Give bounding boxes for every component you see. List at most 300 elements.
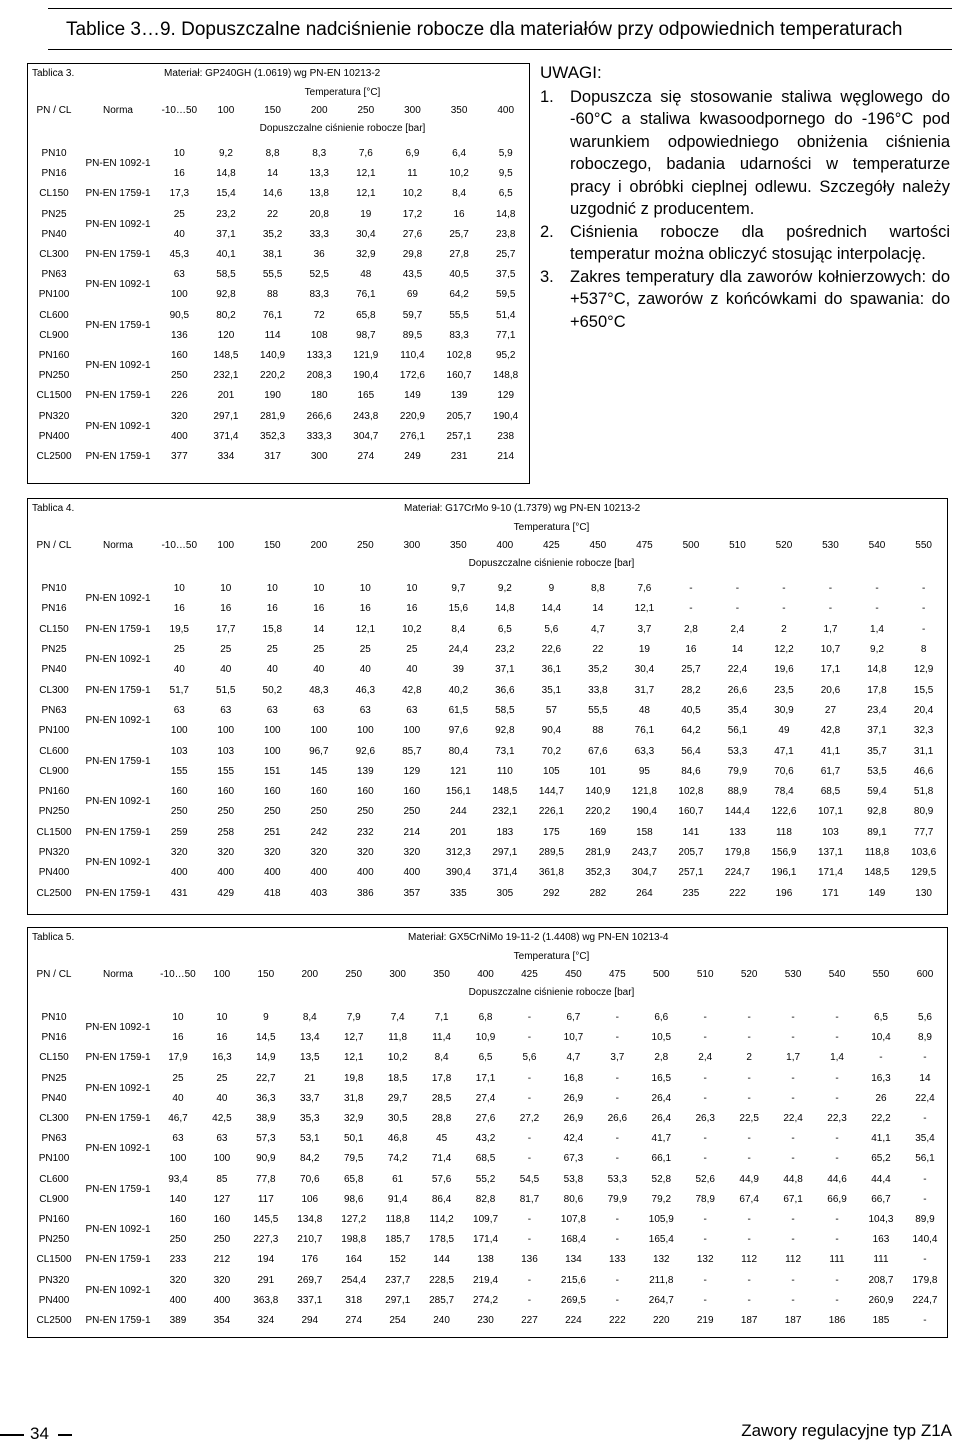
pressure-cell: 180 <box>310 390 328 402</box>
pressure-cell: 292 <box>543 887 560 899</box>
pressure-cell: 208,3 <box>306 370 332 382</box>
pressure-cell: - <box>923 1193 927 1205</box>
table-row <box>28 1250 947 1270</box>
pressure-cell: 201 <box>217 390 235 402</box>
pressure-cell: - <box>835 1213 839 1225</box>
pressure-cell: - <box>703 1092 707 1104</box>
temperature-cell: 100 <box>217 105 235 116</box>
pn-cl-cell: PN320 <box>38 847 70 858</box>
pressure-cell: 56,1 <box>727 725 748 737</box>
pressure-cell: 89,5 <box>402 329 423 341</box>
pressure-cell: 63 <box>216 1133 228 1145</box>
pressure-cell: 67,1 <box>783 1193 803 1205</box>
pressure-cell: 80,2 <box>216 309 236 321</box>
pressure-cell: 16 <box>216 1032 228 1044</box>
pressure-cell: 243,8 <box>353 410 379 422</box>
pressure-cell: 40,2 <box>448 684 469 696</box>
pressure-cell: - <box>703 1012 707 1024</box>
pressure-cell: 18,5 <box>387 1072 408 1084</box>
pressure-cell: - <box>615 1294 620 1306</box>
pressure-cell: 6,4 <box>452 148 467 160</box>
pressure-cell: 210,7 <box>297 1234 323 1246</box>
pressure-cell: 52,6 <box>695 1173 715 1185</box>
note-number: 2. <box>540 222 554 241</box>
pn-cl-cell: CL600 <box>39 745 69 757</box>
pressure-cell: 7,6 <box>637 583 652 595</box>
pressure-cell: 190,4 <box>631 806 657 818</box>
pressure-cell: 140,9 <box>585 786 611 798</box>
pressure-cell: 335 <box>450 887 467 899</box>
pressure-cell: 47,1 <box>774 745 794 757</box>
norm-cell: PN-EN 1092-1 <box>85 1143 151 1155</box>
norm-cell: PN-EN 1759-1 <box>85 1183 151 1195</box>
pressure-cell: - <box>791 1274 795 1286</box>
pressure-cell: 389 <box>169 1314 187 1326</box>
pn-cl-cell: PN100 <box>38 289 70 301</box>
pressure-cell: 102,8 <box>446 349 472 361</box>
pressure-cell: 26,3 <box>695 1113 715 1125</box>
pressure-cell: 8,3 <box>312 148 327 160</box>
norm-header: Norma <box>102 969 133 980</box>
temperature-cell: 425 <box>521 969 538 980</box>
pressure-cell: 53,8 <box>563 1173 584 1185</box>
pressure-cell: 149 <box>868 887 886 899</box>
pn-cl-cell: CL1500 <box>36 1254 72 1266</box>
pressure-cell: 156,9 <box>771 847 797 858</box>
pressure-cell: 7,9 <box>346 1012 361 1024</box>
pressure-cell: 168,4 <box>560 1234 586 1246</box>
pressure-cell: 171,4 <box>817 867 843 879</box>
norm-cell: PN-EN 1759-1 <box>85 390 151 402</box>
pressure-cell: - <box>782 603 786 615</box>
pressure-cell: 337,1 <box>297 1294 323 1306</box>
pressure-cell: 172,6 <box>399 370 425 382</box>
table-row <box>28 1048 947 1068</box>
pn-cl-cell: CL2500 <box>36 1314 72 1326</box>
pressure-cell: 63 <box>266 704 278 716</box>
page-title-bar <box>48 8 952 50</box>
pressure-cell: 40,5 <box>681 704 701 716</box>
pressure-cell: 8,8 <box>265 148 280 160</box>
pressure-cell: - <box>747 1234 751 1246</box>
pressure-cell: 400 <box>356 867 374 879</box>
pressure-cell: 129,5 <box>911 867 937 879</box>
pressure-cell: 23,2 <box>495 644 515 656</box>
pressure-header: Dopuszczalne ciśnienie robocze [bar] <box>259 123 426 134</box>
pressure-cell: 276,1 <box>399 430 425 442</box>
pressure-cell: 17,7 <box>216 623 236 635</box>
pressure-cell: 258 <box>217 826 235 838</box>
pressure-cell: 40,1 <box>216 249 236 261</box>
pressure-cell: 84,2 <box>300 1153 320 1165</box>
pressure-cell: 48,3 <box>309 684 329 696</box>
pressure-cell: 27,4 <box>475 1092 496 1104</box>
pressure-cell: - <box>828 583 833 595</box>
pressure-cell: - <box>828 603 833 615</box>
pressure-cell: 14,5 <box>256 1032 276 1044</box>
pressure-cell: - <box>835 1072 839 1084</box>
pressure-cell: 67,4 <box>739 1193 759 1205</box>
pressure-cell: 56,1 <box>915 1153 935 1165</box>
temperature-cell: 250 <box>345 969 363 980</box>
pressure-cell: - <box>835 1032 839 1044</box>
pn-cl-cell: PN250 <box>38 806 70 818</box>
data-table <box>28 928 947 1331</box>
pressure-cell: - <box>689 583 693 595</box>
pressure-cell: 129 <box>497 390 515 402</box>
pressure-cell: 25 <box>359 644 371 656</box>
pressure-cell: 61 <box>392 1173 404 1185</box>
pressure-cell: 400 <box>169 1294 187 1306</box>
table-row <box>28 1170 947 1190</box>
temperature-cell: 150 <box>264 105 281 116</box>
pressure-cell: 38,1 <box>262 249 283 261</box>
pressure-cell: 320 <box>356 847 374 858</box>
temperature-cell: 400 <box>477 969 494 980</box>
temperature-cell: 450 <box>565 969 582 980</box>
pressure-cell: 250 <box>310 806 328 818</box>
temperature-cell: 550 <box>915 540 932 551</box>
pressure-cell: 266,6 <box>306 410 332 422</box>
pressure-cell: 259 <box>170 826 188 838</box>
pn-cl-cell: PN400 <box>38 867 70 879</box>
pressure-cell: 36 <box>313 249 325 261</box>
pressure-cell: 103,6 <box>911 847 937 858</box>
pressure-cell: 14 <box>919 1072 931 1084</box>
pressure-cell: 55,5 <box>588 704 608 716</box>
pressure-cell: 1,4 <box>830 1052 844 1064</box>
pressure-cell: 318 <box>345 1294 363 1306</box>
pressure-cell: 251 <box>263 826 281 838</box>
pressure-cell: 9,5 <box>498 168 513 180</box>
pressure-cell: 76,1 <box>262 309 283 321</box>
pressure-cell: 22,2 <box>871 1113 891 1125</box>
pressure-cell: 95,2 <box>495 349 516 361</box>
pressure-cell: 10,2 <box>402 623 422 635</box>
pressure-cell: 33,8 <box>588 684 608 696</box>
pressure-cell: 212 <box>213 1254 231 1266</box>
pressure-cell: 59,7 <box>402 309 423 321</box>
pressure-cell: 63 <box>313 704 325 716</box>
pressure-cell: 10,4 <box>871 1032 891 1044</box>
temperature-cell: 150 <box>257 969 275 980</box>
table-row <box>28 599 947 619</box>
pressure-cell: 363,8 <box>253 1294 279 1306</box>
temperature-cell: 540 <box>828 969 846 980</box>
pressure-cell: 304,7 <box>631 867 657 879</box>
pressure-header: Dopuszczalne ciśnienie robocze [bar] <box>468 987 635 998</box>
pn-cl-cell: PN16 <box>41 168 67 180</box>
table-row <box>28 1069 947 1089</box>
pressure-cell: 51,7 <box>169 684 189 696</box>
pressure-cell: 13,3 <box>309 168 329 180</box>
pressure-cell: 2,4 <box>698 1052 713 1064</box>
pressure-cell: 136 <box>521 1254 538 1266</box>
pressure-cell: 14,9 <box>256 1052 276 1064</box>
pressure-cell: 19,5 <box>169 623 189 635</box>
pressure-cell: 71,4 <box>431 1153 452 1165</box>
pressure-cell: 100 <box>170 725 188 737</box>
pressure-cell: 163 <box>872 1234 890 1246</box>
pressure-cell: 26 <box>875 1092 887 1104</box>
pressure-cell: 28,2 <box>681 684 701 696</box>
pressure-cell: 333,3 <box>306 430 332 442</box>
temperature-cell: 300 <box>389 969 406 980</box>
pressure-cell: 139 <box>450 390 468 402</box>
pressure-cell: - <box>615 1213 620 1225</box>
norm-cell: PN-EN 1092-1 <box>85 654 151 666</box>
pressure-cell: 400 <box>170 430 188 442</box>
pressure-cell: 160 <box>170 349 188 361</box>
pn-cl-cell: PN400 <box>38 1294 70 1306</box>
pressure-cell: - <box>875 603 879 615</box>
pressure-cell: 12,1 <box>356 188 376 200</box>
pressure-cell: 40 <box>220 664 232 676</box>
pressure-cell: 5,6 <box>544 623 559 635</box>
pressure-cell: 16 <box>406 603 418 615</box>
pressure-cell: - <box>921 583 926 595</box>
pressure-cell: 320 <box>263 847 281 858</box>
norm-cell: PN-EN 1092-1 <box>85 796 151 808</box>
table-row <box>28 823 947 843</box>
pn-cl-cell: CL600 <box>39 309 69 321</box>
pressure-cell: 224 <box>565 1314 582 1326</box>
pressure-cell: 78,9 <box>695 1193 715 1205</box>
pressure-cell: 226 <box>170 390 188 402</box>
table-row <box>28 843 947 863</box>
pressure-cell: 26,6 <box>607 1113 628 1125</box>
pressure-cell: 10 <box>220 583 232 595</box>
pressure-cell: 300 <box>310 450 328 462</box>
table-row <box>28 306 529 326</box>
pn-cl-cell: CL600 <box>39 1173 69 1185</box>
temperature-cell: -10…50 <box>161 105 198 116</box>
pressure-cell: 14,8 <box>216 168 236 180</box>
pressure-cell: 22,7 <box>256 1072 276 1084</box>
pressure-cell: - <box>527 1153 532 1165</box>
pressure-cell: 46,6 <box>913 765 934 777</box>
pressure-cell: 201 <box>450 826 467 838</box>
footer-rule-left <box>0 1434 24 1436</box>
pressure-cell: 42,8 <box>402 684 422 696</box>
pressure-cell: 40 <box>406 664 418 676</box>
pn-cl-header: PN / CL <box>36 969 72 980</box>
pn-cl-cell: PN160 <box>38 1213 70 1225</box>
pressure-cell: 36,1 <box>541 664 562 676</box>
pressure-cell: 139 <box>356 765 374 777</box>
pressure-cell: 103 <box>170 745 188 757</box>
pn-cl-cell: CL900 <box>39 329 69 341</box>
pn-cl-cell: CL150 <box>39 623 69 635</box>
pressure-cell: - <box>791 1294 795 1306</box>
pressure-cell: 83,3 <box>309 289 329 301</box>
pressure-cell: 148,5 <box>864 867 890 879</box>
pressure-cell: - <box>875 583 879 595</box>
temperature-cell: 475 <box>636 540 653 551</box>
pressure-cell: 297,1 <box>492 847 518 858</box>
pressure-cell: 89,1 <box>867 826 887 838</box>
table-row <box>28 144 529 164</box>
pressure-cell: 294 <box>301 1314 319 1326</box>
pressure-cell: 10 <box>173 148 185 160</box>
pressure-cell: 178,5 <box>429 1234 455 1246</box>
pressure-cell: 111 <box>829 1254 845 1266</box>
pressure-cell: 132 <box>652 1254 670 1266</box>
norm-cell: PN-EN 1759-1 <box>85 826 151 838</box>
table-row <box>28 1210 947 1230</box>
pressure-cell: 17,9 <box>168 1052 188 1064</box>
pressure-cell: 10,7 <box>563 1032 584 1044</box>
pressure-cell: 41,1 <box>820 745 841 757</box>
pressure-cell: 65,2 <box>871 1153 891 1165</box>
temperature-cell: 100 <box>213 969 231 980</box>
pressure-cell: 220 <box>652 1314 670 1326</box>
pn-cl-cell: PN10 <box>41 583 67 595</box>
pressure-cell: 240 <box>433 1314 450 1326</box>
pressure-cell: 187 <box>740 1314 758 1326</box>
pressure-cell: - <box>791 1032 795 1044</box>
pressure-cell: 25 <box>173 644 185 656</box>
pn-cl-cell: CL900 <box>39 1193 69 1205</box>
pressure-cell: 42,4 <box>563 1133 584 1145</box>
material-label: Materiał: GP240GH (1.0619) wg PN-EN 10213-2 <box>164 68 381 79</box>
pressure-cell: 160 <box>170 786 188 798</box>
pressure-cell: 16 <box>359 603 371 615</box>
pressure-cell: 22,5 <box>739 1113 759 1125</box>
pressure-cell: 12,2 <box>774 644 794 656</box>
pressure-cell: 215,6 <box>560 1274 586 1286</box>
pressure-cell: 100 <box>263 745 281 757</box>
pressure-cell: 65,8 <box>356 309 376 321</box>
norm-cell: PN-EN 1092-1 <box>85 218 151 230</box>
pressure-cell: 14 <box>592 603 604 615</box>
pressure-cell: 141 <box>682 826 700 838</box>
pressure-cell: 185 <box>872 1314 890 1326</box>
pressure-cell: 36,3 <box>256 1092 276 1104</box>
pressure-cell: 40,5 <box>449 269 469 281</box>
pressure-cell: 44,9 <box>739 1173 759 1185</box>
pressure-cell: - <box>923 1314 927 1326</box>
pressure-cell: - <box>615 1153 620 1165</box>
pressure-cell: 257,1 <box>678 867 704 879</box>
pn-cl-cell: PN320 <box>38 410 70 422</box>
norm-cell: PN-EN 1759-1 <box>85 684 151 696</box>
pressure-cell: 59,4 <box>867 786 887 798</box>
pressure-cell: 403 <box>310 887 328 899</box>
pressure-cell: 57,3 <box>256 1133 276 1145</box>
pressure-cell: 31,7 <box>634 684 655 696</box>
pn-cl-cell: PN250 <box>38 370 70 382</box>
pressure-cell: 109,7 <box>473 1213 499 1225</box>
pressure-cell: 114 <box>264 329 281 341</box>
table-row <box>28 205 529 225</box>
pn-cl-cell: PN160 <box>38 349 70 361</box>
pressure-cell: 118 <box>775 826 792 838</box>
pressure-cell: 27,6 <box>475 1113 496 1125</box>
pressure-cell: - <box>527 1012 532 1024</box>
table-row <box>28 1109 947 1129</box>
pressure-cell: 250 <box>213 1234 231 1246</box>
pressure-cell: 37,1 <box>495 664 515 676</box>
pressure-cell: 45 <box>436 1133 448 1145</box>
pressure-cell: 185,7 <box>385 1234 411 1246</box>
pressure-cell: 31,8 <box>343 1092 364 1104</box>
pressure-cell: 16,8 <box>563 1072 584 1084</box>
pressure-cell: - <box>527 1032 532 1044</box>
pressure-cell: - <box>921 603 926 615</box>
temperature-header: Temperatura [°C] <box>304 87 381 98</box>
pressure-cell: 190,4 <box>353 370 379 382</box>
pressure-cell: 224,7 <box>724 867 750 879</box>
pressure-cell: 17,1 <box>820 664 841 676</box>
pressure-cell: 44,4 <box>871 1173 891 1185</box>
pressure-cell: 33,3 <box>309 228 329 240</box>
pressure-cell: 11 <box>407 168 418 180</box>
notes <box>540 62 950 333</box>
table-row <box>28 184 529 204</box>
pressure-cell: 148,8 <box>493 370 519 382</box>
pressure-cell: 320 <box>170 410 188 422</box>
pressure-cell: 77,8 <box>256 1173 276 1185</box>
pressure-cell: 98,6 <box>343 1193 364 1205</box>
pressure-cell: 16 <box>685 644 697 656</box>
pressure-cell: 37,5 <box>495 269 516 281</box>
temperature-cell: 200 <box>310 540 328 551</box>
table-row <box>28 1089 947 1109</box>
pressure-cell: 110 <box>496 765 513 777</box>
pn-cl-cell: CL300 <box>39 684 69 696</box>
pressure-cell: 32,9 <box>343 1113 364 1125</box>
pressure-cell: 24,4 <box>448 644 469 656</box>
norm-cell: PN-EN 1759-1 <box>85 623 151 635</box>
pressure-cell: 160,7 <box>446 370 472 382</box>
pressure-cell: - <box>747 1294 751 1306</box>
pressure-cell: 390,4 <box>445 867 471 879</box>
pressure-cell: 83,3 <box>449 329 469 341</box>
pressure-cell: - <box>747 1012 751 1024</box>
pressure-cell: 320 <box>310 847 328 858</box>
pressure-cell: 230 <box>477 1314 494 1326</box>
pn-cl-cell: PN40 <box>41 228 67 240</box>
pressure-cell: 53,3 <box>607 1173 628 1185</box>
pressure-cell: 264 <box>636 887 653 899</box>
table-row <box>28 1129 947 1149</box>
pressure-cell: 14,4 <box>541 603 562 615</box>
pressure-cell: 57 <box>545 704 557 716</box>
table-row <box>28 265 529 285</box>
pressure-cell: 1,4 <box>870 623 884 635</box>
pressure-cell: 16 <box>173 603 185 615</box>
pressure-cell: 80,4 <box>448 745 469 757</box>
pressure-cell: 86,4 <box>431 1193 452 1205</box>
pressure-cell: 2,8 <box>654 1052 669 1064</box>
pressure-cell: 22 <box>267 208 279 220</box>
pressure-cell: 160 <box>213 1213 231 1225</box>
pressure-cell: 232,1 <box>492 806 518 818</box>
pressure-cell: 40 <box>172 1092 184 1104</box>
pressure-cell: - <box>923 1173 927 1185</box>
pn-cl-cell: CL300 <box>39 249 69 261</box>
material-label: Materiał: GX5CrNiMo 19-11-2 (1.4408) wg PN-EN 10213-4 <box>408 932 669 943</box>
temperature-cell: 250 <box>357 105 375 116</box>
pressure-cell: 8,8 <box>590 583 605 595</box>
pressure-cell: 160 <box>403 786 421 798</box>
temperature-cell: 540 <box>868 540 886 551</box>
pressure-cell: 6,7 <box>566 1012 581 1024</box>
pressure-cell: 23,4 <box>867 704 887 716</box>
pressure-cell: 22 <box>592 644 604 656</box>
pressure-cell: 144 <box>433 1254 450 1266</box>
